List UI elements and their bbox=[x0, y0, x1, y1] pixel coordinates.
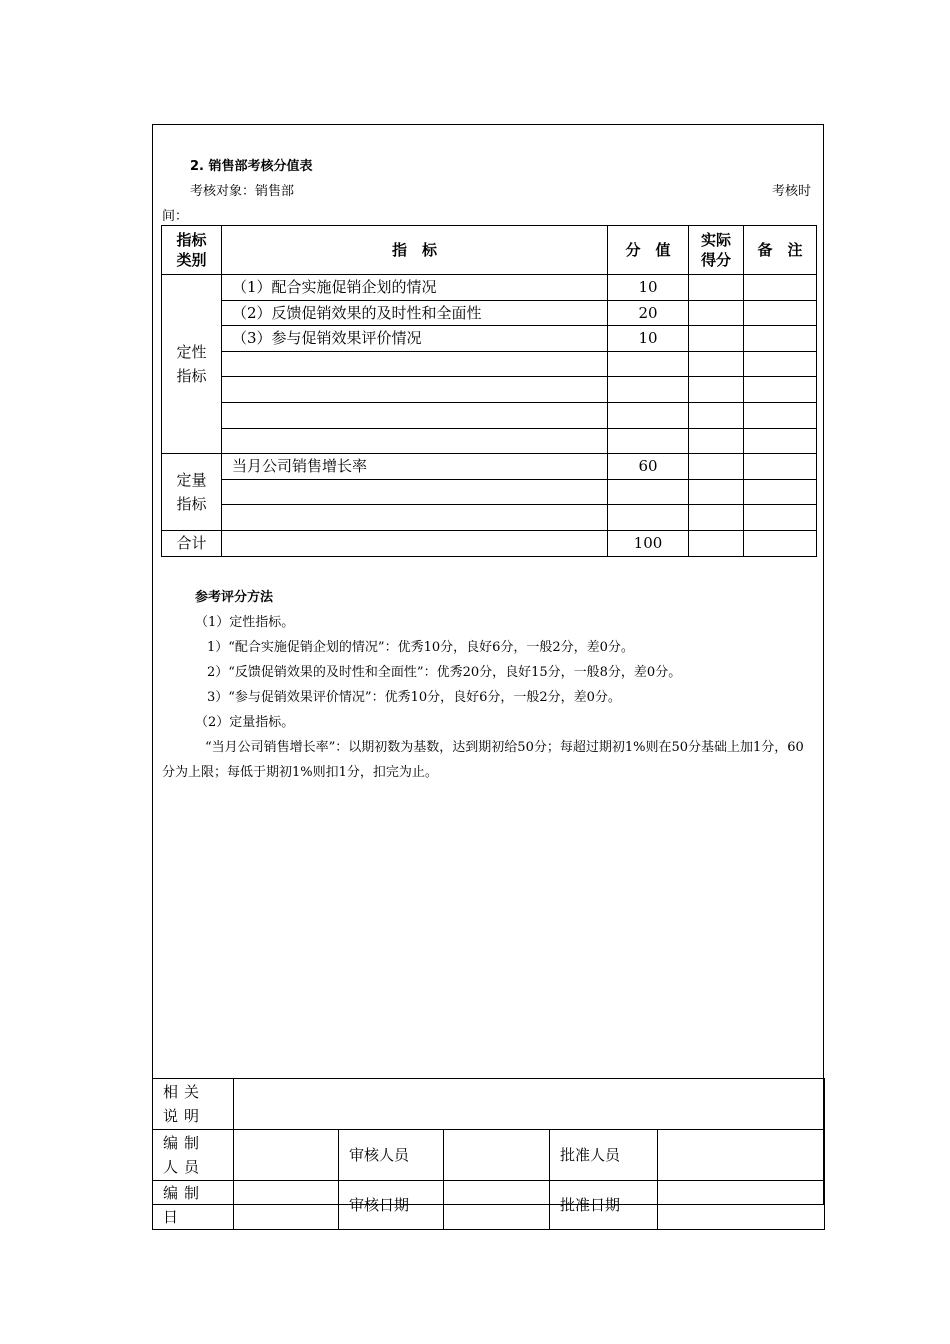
table-row-empty bbox=[162, 402, 817, 428]
indicator-cell[interactable] bbox=[222, 479, 608, 505]
table-row-empty bbox=[162, 428, 817, 454]
actual-cell[interactable] bbox=[689, 300, 744, 326]
review-date-label: 审核日期 bbox=[339, 1181, 444, 1230]
quantitative-category: 定量 指标 bbox=[162, 454, 222, 531]
table-row-empty bbox=[162, 479, 817, 505]
header-actual: 实际 得分 bbox=[689, 226, 744, 275]
qual-item: 2）“反馈促销效果的及时性和全面性”：优秀20分，良好15分，一般8分，差0分。 bbox=[207, 665, 682, 680]
actual-cell[interactable] bbox=[689, 505, 744, 531]
indicator-cell[interactable] bbox=[222, 505, 608, 531]
table-row-empty bbox=[162, 351, 817, 377]
compile-date-label: 编制日 bbox=[153, 1181, 234, 1230]
indicator-cell: （2）反馈促销效果的及时性和全面性 bbox=[222, 300, 608, 326]
indicator-cell[interactable] bbox=[222, 351, 608, 377]
actual-cell[interactable] bbox=[689, 428, 744, 454]
reviewer-label: 审核人员 bbox=[339, 1130, 444, 1181]
scoring-method bbox=[162, 585, 816, 785]
actual-cell[interactable] bbox=[689, 454, 744, 480]
score-cell: 10 bbox=[608, 326, 689, 352]
remark-cell[interactable] bbox=[744, 377, 817, 403]
actual-cell[interactable] bbox=[689, 402, 744, 428]
table-row bbox=[162, 275, 817, 301]
assessment-time-label: 考核时 bbox=[772, 184, 812, 199]
total-score: 100 bbox=[608, 530, 689, 556]
total-label: 合计 bbox=[162, 530, 222, 556]
approver-value[interactable] bbox=[658, 1130, 825, 1181]
actual-cell[interactable] bbox=[689, 275, 744, 301]
compiler-label: 编制人员 bbox=[153, 1130, 234, 1181]
table-row-empty bbox=[162, 377, 817, 403]
indicator-cell: 当月公司销售增长率 bbox=[222, 454, 608, 480]
qual-item: 1）“配合实施促销企划的情况”：优秀10分，良好6分，一般2分，差0分。 bbox=[207, 640, 634, 655]
remark-cell[interactable] bbox=[744, 479, 817, 505]
score-cell: 10 bbox=[608, 275, 689, 301]
score-cell[interactable] bbox=[608, 351, 689, 377]
assessment-subject: 考核对象：销售部 bbox=[190, 184, 295, 199]
score-cell[interactable] bbox=[608, 402, 689, 428]
indicator-cell: （1）配合实施促销企划的情况 bbox=[222, 275, 608, 301]
review-date-value[interactable] bbox=[444, 1181, 550, 1230]
score-cell[interactable] bbox=[608, 505, 689, 531]
table-row bbox=[162, 300, 817, 326]
reviewer-value[interactable] bbox=[444, 1130, 550, 1181]
personnel-row bbox=[153, 1130, 825, 1181]
quant-text: “当月公司销售增长率”：以期初数为基数，达到期初给50分；每超过期初1%则在50分基础上加1分，60分为上限；每低于期初1%则扣1分，扣完为止。 bbox=[162, 740, 804, 780]
table-row bbox=[162, 326, 817, 352]
actual-cell[interactable] bbox=[689, 326, 744, 352]
table-title: 2. 销售部考核分值表 bbox=[190, 159, 313, 174]
assessment-time-label-wrap: 间： bbox=[162, 209, 189, 224]
header-category: 指标 类别 bbox=[162, 226, 222, 275]
score-cell[interactable] bbox=[608, 479, 689, 505]
score-cell: 20 bbox=[608, 300, 689, 326]
actual-cell[interactable] bbox=[689, 479, 744, 505]
remark-cell[interactable] bbox=[744, 300, 817, 326]
remark-cell[interactable] bbox=[744, 428, 817, 454]
compile-date-value[interactable] bbox=[234, 1181, 339, 1230]
table-row bbox=[162, 454, 817, 480]
approve-date-label: 批准日期 bbox=[550, 1181, 658, 1230]
score-table bbox=[161, 225, 817, 557]
score-cell[interactable] bbox=[608, 377, 689, 403]
header-indicator: 指 标 bbox=[222, 226, 608, 275]
method-title: 参考评分方法 bbox=[195, 590, 274, 605]
score-cell[interactable] bbox=[608, 428, 689, 454]
remark-cell[interactable] bbox=[744, 275, 817, 301]
approver-label: 批准人员 bbox=[550, 1130, 658, 1181]
remark-cell[interactable] bbox=[744, 351, 817, 377]
remark-cell[interactable] bbox=[744, 326, 817, 352]
indicator-cell: （3）参与促销效果评价情况 bbox=[222, 326, 608, 352]
approve-date-value[interactable] bbox=[658, 1181, 825, 1230]
actual-cell[interactable] bbox=[689, 530, 744, 556]
date-row bbox=[153, 1181, 825, 1230]
qual-heading: （1）定性指标。 bbox=[195, 615, 295, 630]
total-row bbox=[162, 530, 817, 556]
header-remark: 备 注 bbox=[744, 226, 817, 275]
remark-cell[interactable] bbox=[744, 505, 817, 531]
remark-cell[interactable] bbox=[744, 402, 817, 428]
qualitative-category: 定性 指标 bbox=[162, 275, 222, 454]
quant-heading: （2）定量指标。 bbox=[195, 715, 295, 730]
related-desc-value[interactable] bbox=[234, 1079, 825, 1130]
remark-cell[interactable] bbox=[744, 454, 817, 480]
qual-item: 3）“参与促销效果评价情况”：优秀10分，良好6分，一般2分，差0分。 bbox=[207, 690, 621, 705]
actual-cell[interactable] bbox=[689, 377, 744, 403]
related-desc-label: 相关说明 bbox=[153, 1079, 234, 1130]
related-desc-row bbox=[153, 1079, 825, 1130]
score-cell: 60 bbox=[608, 454, 689, 480]
indicator-cell[interactable] bbox=[222, 428, 608, 454]
indicator-cell[interactable] bbox=[222, 402, 608, 428]
signature-table bbox=[152, 1078, 825, 1230]
remark-cell[interactable] bbox=[744, 530, 817, 556]
table-row-empty bbox=[162, 505, 817, 531]
header-score: 分 值 bbox=[608, 226, 689, 275]
score-table-header bbox=[162, 226, 817, 275]
compiler-value[interactable] bbox=[234, 1130, 339, 1181]
indicator-cell bbox=[222, 530, 608, 556]
indicator-cell[interactable] bbox=[222, 377, 608, 403]
actual-cell[interactable] bbox=[689, 351, 744, 377]
